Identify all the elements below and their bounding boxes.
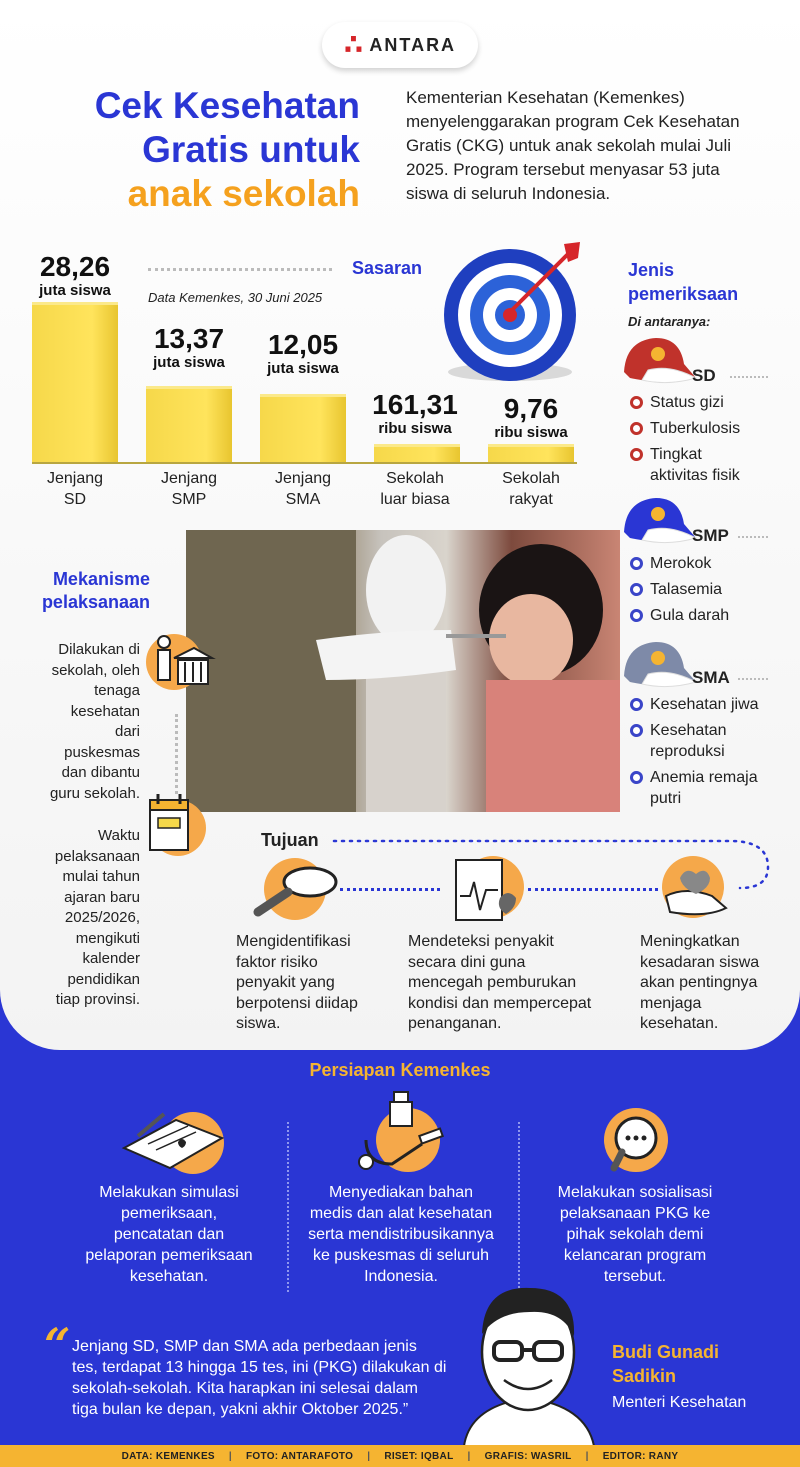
credit-separator: | (467, 1450, 471, 1462)
exam-text: Status gizi (650, 394, 724, 411)
mekanisme-line: mulai tahun (62, 868, 140, 885)
goal-line: siswa. (236, 1015, 281, 1032)
bar-sma (260, 394, 346, 462)
goal-line: berpotensi diidap (236, 994, 358, 1012)
title-line-1: Cek Kesehatan (94, 85, 360, 126)
exam-text: Tuberkulosis (650, 420, 741, 437)
minister-quote (72, 1336, 452, 1420)
goal-line: menjaga (640, 994, 702, 1012)
mekanisme-title-line: Mekanisme (52, 569, 150, 589)
mekanisme-line: sekolah, oleh (51, 661, 140, 679)
bullet-icon (630, 609, 643, 622)
category-line: luar biasa (380, 491, 450, 508)
goal-line: penanganan. (408, 1015, 502, 1032)
mekanisme-line: dan dibantu (61, 764, 140, 781)
exam-item-sd-2 (630, 418, 740, 439)
category-label-smp (136, 468, 242, 510)
category-line: Jenjang (274, 470, 332, 487)
intro-text: Kementerian Kesehatan (Kemenkes) menyelenggarakan program Cek Kesehatan Gratis (CKG) untuk anak sekolah mulai Juli 2025. Program tersebut menyasar 53 juta siswa di seluruh Indonesia. (406, 88, 740, 203)
bar-unit: juta siswa (39, 282, 111, 299)
bar-smp (146, 386, 232, 462)
health-check-photo (186, 530, 620, 812)
exam-item-smp-1 (630, 553, 711, 574)
bar-value: 9,76 (503, 393, 559, 424)
bar-value: 12,05 (267, 329, 339, 360)
bar-value: 13,37 (153, 323, 225, 354)
category-line: SMA (285, 491, 321, 508)
goal-line: kesadaran siswa (640, 953, 760, 971)
mekanisme-line: 2025/2026, (64, 909, 140, 926)
exam-item-smp-2 (630, 579, 722, 600)
mekanisme-line: kalender (82, 950, 140, 967)
category-label-sma (250, 468, 356, 510)
page-title (40, 84, 360, 216)
category-label-sr (478, 468, 584, 510)
category-label-sd (22, 468, 128, 510)
exam-text: Kesehatan (650, 722, 727, 739)
exam-item-sma-1 (630, 694, 759, 715)
bar-value: 28,26 (39, 251, 111, 282)
chat-bubble-icon (608, 1112, 668, 1174)
name-line: Sadikin (612, 1366, 677, 1386)
credit-editor: EDITOR: RANY (602, 1450, 679, 1462)
bar-label-smp (146, 324, 232, 371)
persiapan-line: medis dan alat kesehatan (309, 1205, 493, 1222)
sma-cap-icon (618, 638, 698, 692)
goal-line: Meningkatkan (640, 933, 740, 950)
category-line: rakyat (509, 491, 553, 508)
bar-slb (374, 444, 460, 462)
persiapan-line: pelaksanaan PKG ke (559, 1205, 711, 1222)
persiapan-line: tersebut. (603, 1268, 667, 1285)
group-label-smp: SMP (692, 526, 729, 545)
mekanisme-line: ajaran baru (64, 888, 140, 906)
vertical-dots (175, 714, 178, 794)
puskesmas-icon (150, 628, 216, 712)
credit-photo: FOTO: ANTARAFOTO (246, 1450, 354, 1462)
goal-line: Mendeteksi penyakit (408, 933, 554, 950)
bar-sd (32, 302, 118, 462)
jenis-title-line: pemeriksaan (628, 284, 739, 304)
mekanisme-line: tenaga (94, 682, 140, 699)
divider-dots (148, 268, 332, 271)
exam-text: Kesehatan jiwa (650, 696, 759, 713)
jenis-subtitle: Di antaranya: (628, 314, 711, 329)
bullet-icon (630, 448, 643, 461)
goal-line: mencegah pemburukan (408, 974, 577, 991)
persiapan-line: Melakukan simulasi (99, 1184, 239, 1201)
title-line-3: anak sekolah (127, 173, 360, 214)
jenis-title (628, 258, 738, 306)
target-icon (440, 240, 590, 385)
category-line: Sekolah (502, 470, 560, 487)
goal-3 (640, 932, 790, 1035)
persiapan-line: pihak sekolah demi (566, 1226, 704, 1243)
goal-line: kondisi dan mempercepat (408, 994, 592, 1012)
exam-text: Gula darah (650, 607, 730, 624)
exam-item-smp-3 (630, 605, 729, 626)
exam-text: Anemia remaja (650, 769, 758, 786)
smp-cap-icon (618, 494, 698, 548)
heart-monitor-icon (450, 852, 530, 924)
bar-label-sr (486, 394, 576, 441)
persiapan-line: pelaporan pemeriksaan (85, 1247, 253, 1264)
quote-line: tiga bulan ke depan, yakni akhir Oktober 2025.” (72, 1401, 409, 1418)
antara-logo-mark: ∴ (343, 29, 364, 60)
exam-item-sd-3 (630, 444, 740, 486)
credit-separator: | (367, 1450, 371, 1462)
credit-separator: | (228, 1450, 233, 1462)
group-label-sd: SD (692, 366, 716, 385)
bar-unit: juta siswa (267, 360, 339, 377)
mekanisme-line: mengikuti (75, 929, 140, 947)
divider-dots (340, 888, 440, 891)
mekanisme-line: Waktu (98, 827, 140, 844)
goal-line: faktor risiko (236, 953, 318, 971)
category-line: Jenjang (160, 470, 218, 487)
credits-bar (0, 1445, 800, 1467)
category-line: SD (63, 491, 87, 508)
bullet-icon (630, 724, 643, 737)
data-source: Data Kemenkes, 30 Juni 2025 (148, 290, 323, 305)
persiapan-line: pencatatan dan (113, 1226, 225, 1243)
bar-label-slb (372, 390, 458, 437)
tujuan-title: Tujuan (261, 830, 319, 850)
bullet-icon (630, 583, 643, 596)
persiapan-item-2 (286, 1182, 516, 1287)
mekanisme-line: pelaksanaan (54, 847, 140, 865)
persiapan-line: pemeriksaan, (120, 1205, 218, 1222)
exam-item-sma-3 (630, 767, 758, 809)
bullet-icon (630, 557, 643, 570)
group-label-sma: SMA (692, 668, 730, 687)
medical-supplies-icon (352, 1086, 452, 1172)
exam-text: Merokok (650, 555, 712, 572)
sd-cap-icon (618, 334, 698, 388)
sasaran-title: Sasaran (352, 258, 423, 278)
mekanisme-line: pendidikan (67, 970, 140, 988)
divider-dots (730, 376, 768, 378)
persiapan-line: kesehatan. (129, 1268, 209, 1285)
category-line: SMP (171, 491, 207, 508)
exam-item-sd-1 (630, 392, 724, 413)
mekanisme-line: kesehatan (70, 702, 140, 720)
bar-unit: ribu siswa (378, 420, 452, 437)
mekanisme-line: tiap provinsi. (55, 991, 140, 1008)
bullet-icon (630, 422, 643, 435)
title-line-2: Gratis untuk (142, 129, 360, 170)
goal-line: akan pentingnya (640, 974, 758, 991)
divider-dots (528, 888, 658, 891)
bar-label-sd (32, 252, 118, 299)
hand-heart-icon (656, 856, 732, 922)
bar-unit: juta siswa (153, 354, 225, 371)
minister-portrait (454, 1276, 602, 1446)
divider-dots (738, 536, 768, 538)
persiapan-line: Melakukan sosialisasi (557, 1184, 713, 1201)
chart-baseline (32, 462, 577, 464)
persiapan-line: Indonesia. (364, 1268, 438, 1285)
bullet-icon (630, 396, 643, 409)
bullet-icon (630, 698, 643, 711)
persiapan-line: Menyediakan bahan (328, 1184, 474, 1201)
credit-separator: | (585, 1450, 589, 1462)
category-label-slb (362, 468, 468, 510)
calendar-icon (146, 790, 196, 860)
mekanisme-line: Dilakukan di (58, 641, 140, 658)
bar-value: 161,31 (372, 389, 458, 420)
mekanisme-title (30, 568, 150, 614)
exam-text: Talasemia (650, 581, 723, 598)
antara-logo (322, 22, 478, 68)
antara-logo-text: ANTARA (369, 34, 457, 55)
persiapan-item-1 (54, 1182, 284, 1287)
exam-text: Tingkat (650, 446, 702, 463)
mekanisme-line: dari (114, 723, 140, 740)
persiapan-line: serta mendistribusikannya (308, 1226, 494, 1243)
exam-text: reproduksi (650, 743, 725, 760)
goal-line: penyakit yang (236, 974, 335, 991)
divider-dots (738, 678, 768, 680)
bar-sr (488, 444, 574, 462)
photo-illustration (186, 530, 620, 812)
persiapan-line: ke puskesmas di seluruh (312, 1247, 490, 1264)
exam-item-sma-2 (630, 720, 727, 762)
exam-text: putri (650, 790, 682, 807)
credit-research: RISET: IQBAL (384, 1450, 454, 1462)
jenis-title-line: Jenis (628, 260, 675, 280)
credit-data: DATA: KEMENKES (121, 1450, 215, 1462)
bullet-icon (630, 771, 643, 784)
quote-line: Jenjang SD, SMP dan SMA ada perbedaan jenis (72, 1338, 417, 1355)
minister-role: Menteri Kesehatan (612, 1394, 747, 1411)
exam-text: aktivitas fisik (650, 467, 740, 484)
bar-unit: ribu siswa (494, 424, 568, 441)
minister-name (612, 1340, 719, 1388)
name-line: Budi Gunadi (612, 1342, 719, 1362)
magnifier-icon (250, 860, 342, 920)
mekanisme-text-2 (0, 826, 140, 1011)
credit-graphics: GRAFIS: WASRIL (484, 1450, 572, 1462)
goal-2 (408, 932, 618, 1035)
mekanisme-title-line: pelaksanaan (41, 592, 150, 612)
category-line: Sekolah (386, 470, 444, 487)
document-pen-icon (118, 1108, 228, 1174)
persiapan-title: Persiapan Kemenkes (309, 1060, 491, 1080)
mekanisme-line: guru sekolah. (49, 784, 140, 802)
quote-line: tes, terdapat 13 hingga 15 tes, ini (PKG) dilakukan di (72, 1359, 447, 1376)
persiapan-line: kelancaran program (563, 1247, 707, 1264)
category-line: Jenjang (46, 470, 104, 487)
quote-line: sekolah-sekolah. Kita harapkan ini selesai dalam (72, 1380, 418, 1397)
quote-mark-icon: “ (44, 1318, 71, 1372)
persiapan-item-3 (520, 1182, 750, 1287)
mekanisme-line: puskesmas (64, 743, 140, 761)
goal-1 (236, 932, 386, 1035)
goal-line: kesehatan. (640, 1015, 719, 1032)
mekanisme-text-1 (0, 640, 140, 804)
goal-line: secara dini guna (408, 953, 526, 971)
goal-line: Mengidentifikasi (236, 933, 351, 950)
bar-label-sma (260, 330, 346, 377)
